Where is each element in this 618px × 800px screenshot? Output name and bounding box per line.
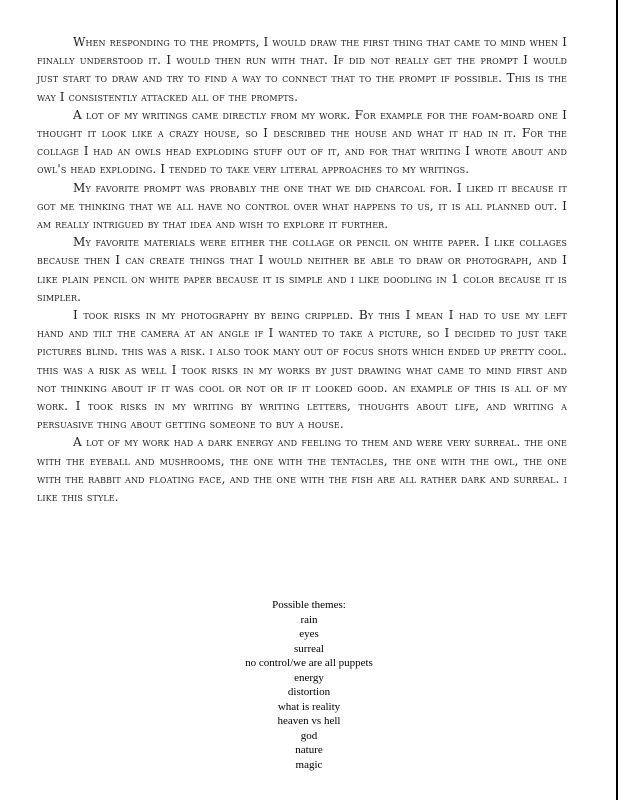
essay-paragraph-responding: When responding to the prompts, I would draw the first thing that came to mind when I finally understood it. I would then run with that. If did not really get the prompt I would just start to draw and try to find a way to connect that to the prompt if possible. This is the way I consistently attacked all of the prompts.	[37, 35, 567, 104]
theme-item: surreal	[294, 642, 324, 655]
essay-paragraph-risks: I took risks in my photography by being crippled. By this I mean I had to use my left hand and tilt the camera at an angle if I wanted to take a picture, so I decided to just take pictures blind. this was a risk. i also took many out of focus shots which ended up pretty cool. this was a risk as well I took risks in my works by just drawing what came to mind first and not thinking about if it was cool or not or if it looked good. an example of this is all of my work. I took risks in my writing by writing letters, thoughts about life, and writing a persuasive thing about getting someone to buy a house.	[37, 308, 567, 432]
theme-item: rain	[300, 613, 318, 626]
theme-item: magic	[295, 758, 323, 771]
theme-item: nature	[295, 744, 323, 756]
theme-item: distortion	[287, 686, 331, 698]
theme-item: heaven vs hell	[277, 715, 341, 727]
themes-list	[0, 613, 618, 773]
essay-paragraph-writings: A lot of my writings came directly from my work. For example for the foam-board one I thought it look like a crazy house, so I described the house and what it had in it. For the collage I had an owls head exploding stuff out of it, and for that writing I wrote about and owl's head exploding. I tended to take very literal approaches to my writings.	[37, 107, 567, 177]
essay-paragraph-favorite-materials: My favorite materials were either the collage or pencil on white paper. I like collages because then I can create things that I would neither be able to draw or photograph, and I like plain pencil on white paper because it is simple and i like doodling in 1 color because it is simpler.	[37, 235, 567, 304]
essay-paragraph-favorite-prompt: My favorite prompt was probably the one that we did charcoal for. I liked it because it got me thinking that we all have no control over what happens to us, it is all planned out. I am really intrigued by that idea and wish to explore it further.	[37, 180, 567, 232]
theme-item: no control/we are all puppets	[245, 657, 373, 669]
themes-list-section	[0, 598, 618, 772]
theme-item: what is reality	[277, 700, 341, 713]
essay-body	[37, 33, 567, 506]
theme-item: eyes	[299, 628, 319, 640]
themes-heading: Possible themes:	[272, 599, 346, 611]
theme-item: energy	[294, 671, 324, 684]
essay-paragraph-dark-energy: A lot of my work had a dark energy and feeling to them and were very surreal. the one with the eyeball and mushrooms, the one with the tentacles, the one with the owl, the one with the rabbit and floating face, and the one with the fish are all rather dark and surreal. i like this style.	[37, 435, 567, 505]
theme-item: god	[300, 729, 318, 742]
